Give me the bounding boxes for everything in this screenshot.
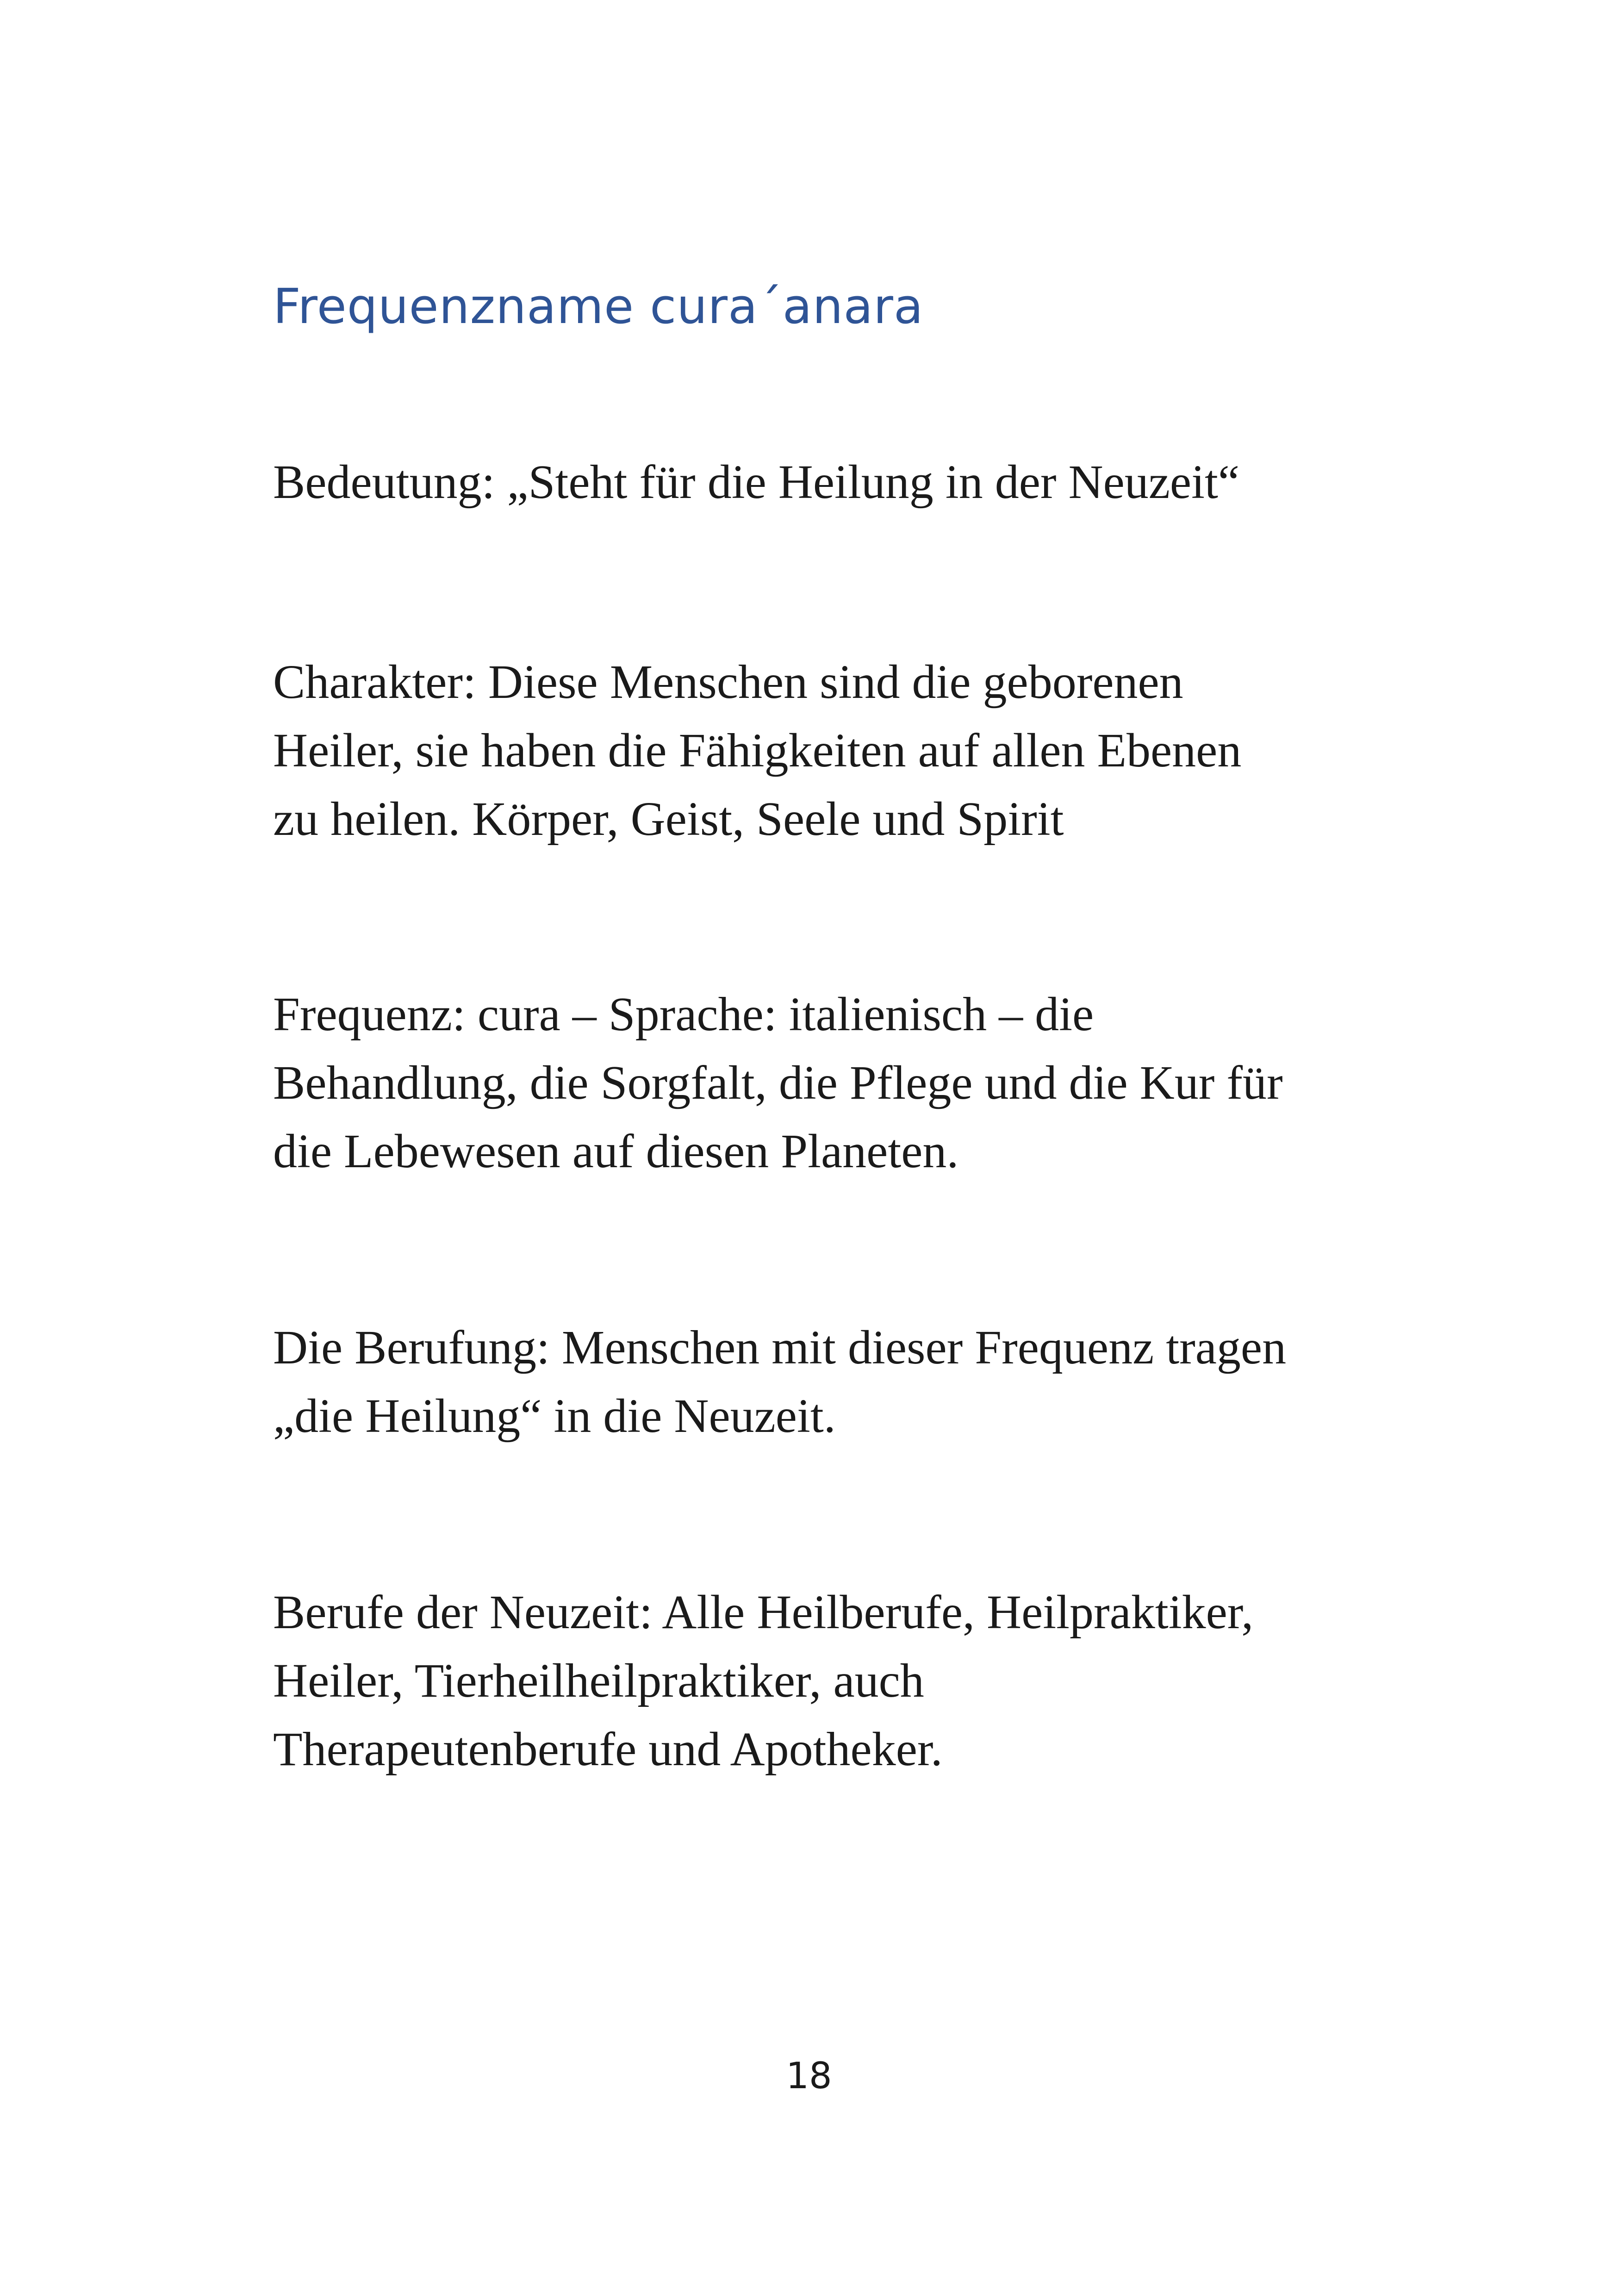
paragraph-berufe: Berufe der Neuzeit: Alle Heilberufe, Heilpraktiker, Heiler, Tierheilheilpraktiker, auch Therapeutenberufe und Apotheker. [273,1586,1254,1776]
paragraph-berufung: Die Berufung: Menschen mit dieser Frequenz tragen „die Heilung“ in die Neuzeit. [273,1321,1287,1443]
page-number: 18 [786,2055,832,2097]
paragraph-frequenz: Frequenz: cura – Sprache: italienisch – die Behandlung, die Sorgfalt, die Pflege und die Kur für die Lebewesen auf diesen Planeten. [273,988,1283,1178]
page-title: Frequenzname cura´anara [273,278,924,335]
paragraph-bedeutung: Bedeutung: „Steht für die Heilung in der Neuzeit“ [273,455,1240,509]
paragraph-charakter: Charakter: Diese Menschen sind die geborenen Heiler, sie haben die Fähigkeiten auf allen Ebenen zu heilen. Körper, Geist, Seele und Spirit [273,655,1242,846]
